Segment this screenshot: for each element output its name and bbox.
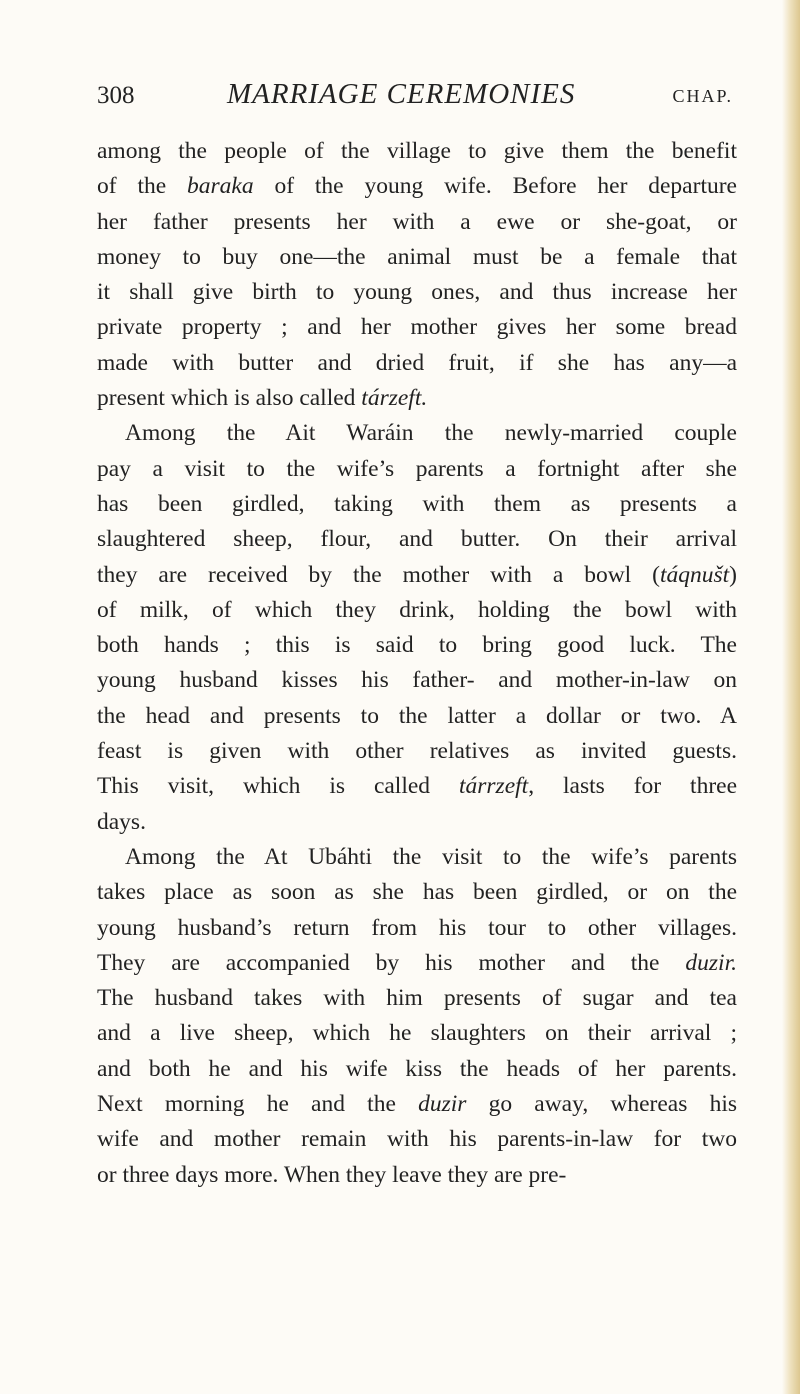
- text-segment: days.: [97, 808, 146, 835]
- text-segment: Next morning he and the: [97, 1091, 419, 1118]
- text-line: [97, 946, 737, 981]
- text-segment: slaughtered sheep, flour, and butter. On their arrival: [97, 526, 737, 553]
- text-segment: the head and presents to the latter a dollar or two. A: [97, 702, 737, 729]
- text-segment: Among the Ait Waráin the newly-married couple: [125, 420, 737, 447]
- italic-term: duzir.: [685, 949, 737, 976]
- text-segment: of the young wife. Before her departure: [253, 173, 737, 200]
- page-header: [97, 78, 737, 122]
- page-number: 308: [97, 82, 135, 109]
- text-line: [97, 663, 737, 698]
- page-edge: [782, 0, 800, 1394]
- text-line: [97, 1052, 737, 1087]
- chapter-label: CHAP.: [672, 86, 733, 106]
- italic-term: tárrzeft: [458, 773, 529, 800]
- text-segment: ): [729, 561, 737, 588]
- italic-term: tárzeft.: [361, 385, 428, 412]
- text-segment: pay a visit to the wife’s parents a fortnight after she: [97, 455, 737, 482]
- text-line: [97, 593, 737, 628]
- text-line: [97, 205, 737, 240]
- text-line: [97, 911, 737, 946]
- text-line: [97, 1158, 737, 1193]
- text-line: [97, 346, 737, 381]
- text-segment: or three days more. When they leave they are pre-: [97, 1161, 567, 1188]
- text-line: [97, 1122, 737, 1157]
- text-line: [97, 628, 737, 663]
- text-line: [97, 416, 737, 451]
- body-text: [97, 134, 737, 1193]
- text-segment: go away, whereas his: [466, 1091, 737, 1118]
- text-segment: of milk, of which they drink, holding the bowl with: [97, 596, 737, 623]
- text-segment: money to buy one—the animal must be a female that: [97, 243, 737, 270]
- text-line: [97, 1087, 737, 1122]
- text-line: [97, 522, 737, 557]
- text-segment: takes place as soon as she has been girdled, or on the: [97, 879, 737, 906]
- text-segment: made with butter and dried fruit, if she has any—a: [97, 349, 737, 376]
- text-segment: among the people of the village to give them the benefit: [97, 138, 737, 164]
- text-segment: private property ; and her mother gives her some bread: [97, 314, 737, 341]
- text-line: [97, 310, 737, 345]
- paragraph: [97, 840, 737, 1193]
- text-line: [97, 699, 737, 734]
- text-line: [97, 275, 737, 310]
- text-segment: present which is also called: [97, 385, 362, 412]
- text-segment: This visit, which is called: [97, 773, 459, 800]
- text-line: [97, 734, 737, 769]
- text-segment: has been girdled, taking with them as presents a: [97, 490, 737, 517]
- text-segment: both hands ; this is said to bring good luck. The: [97, 632, 737, 659]
- text-segment: Among the At Ubáhti the visit to the wife’s parents: [125, 843, 737, 870]
- italic-term: baraka: [187, 173, 254, 200]
- text-line: [97, 558, 737, 593]
- text-line: [97, 1016, 737, 1051]
- text-segment: and both he and his wife kiss the heads of her parents.: [97, 1055, 737, 1082]
- paragraph: [97, 134, 737, 416]
- text-line: [97, 769, 737, 804]
- text-line: [97, 840, 737, 875]
- text-line: [97, 134, 737, 169]
- text-segment: her father presents her with a ewe or she-goat, or: [97, 208, 737, 235]
- text-segment: wife and mother remain with his parents-in-law for two: [97, 1126, 737, 1153]
- italic-term: táqnušt: [659, 561, 730, 588]
- paragraph: [97, 416, 737, 840]
- text-segment: they are received by the mother with a bowl (: [97, 561, 660, 588]
- text-line: [97, 240, 737, 275]
- italic-term: duzir: [418, 1091, 467, 1118]
- text-segment: feast is given with other relatives as invited guests.: [97, 738, 737, 765]
- text-segment: , lasts for three: [528, 773, 738, 800]
- running-title: MARRIAGE CEREMONIES: [227, 78, 576, 110]
- text-line: [97, 452, 737, 487]
- text-segment: of the: [97, 173, 188, 200]
- text-line: [97, 805, 737, 840]
- text-segment: young husband kisses his father- and mother-in-law on: [97, 667, 737, 694]
- text-line: [97, 381, 737, 416]
- text-line: [97, 169, 737, 204]
- text-line: [97, 875, 737, 910]
- text-line: [97, 487, 737, 522]
- text-segment: it shall give birth to young ones, and thus increase her: [97, 279, 737, 306]
- text-line: [97, 981, 737, 1016]
- text-segment: and a live sheep, which he slaughters on their arrival ;: [97, 1020, 737, 1047]
- text-segment: young husband’s return from his tour to other villages.: [97, 914, 737, 941]
- text-segment: They are accompanied by his mother and the: [97, 949, 686, 976]
- text-segment: The husband takes with him presents of sugar and tea: [97, 985, 737, 1012]
